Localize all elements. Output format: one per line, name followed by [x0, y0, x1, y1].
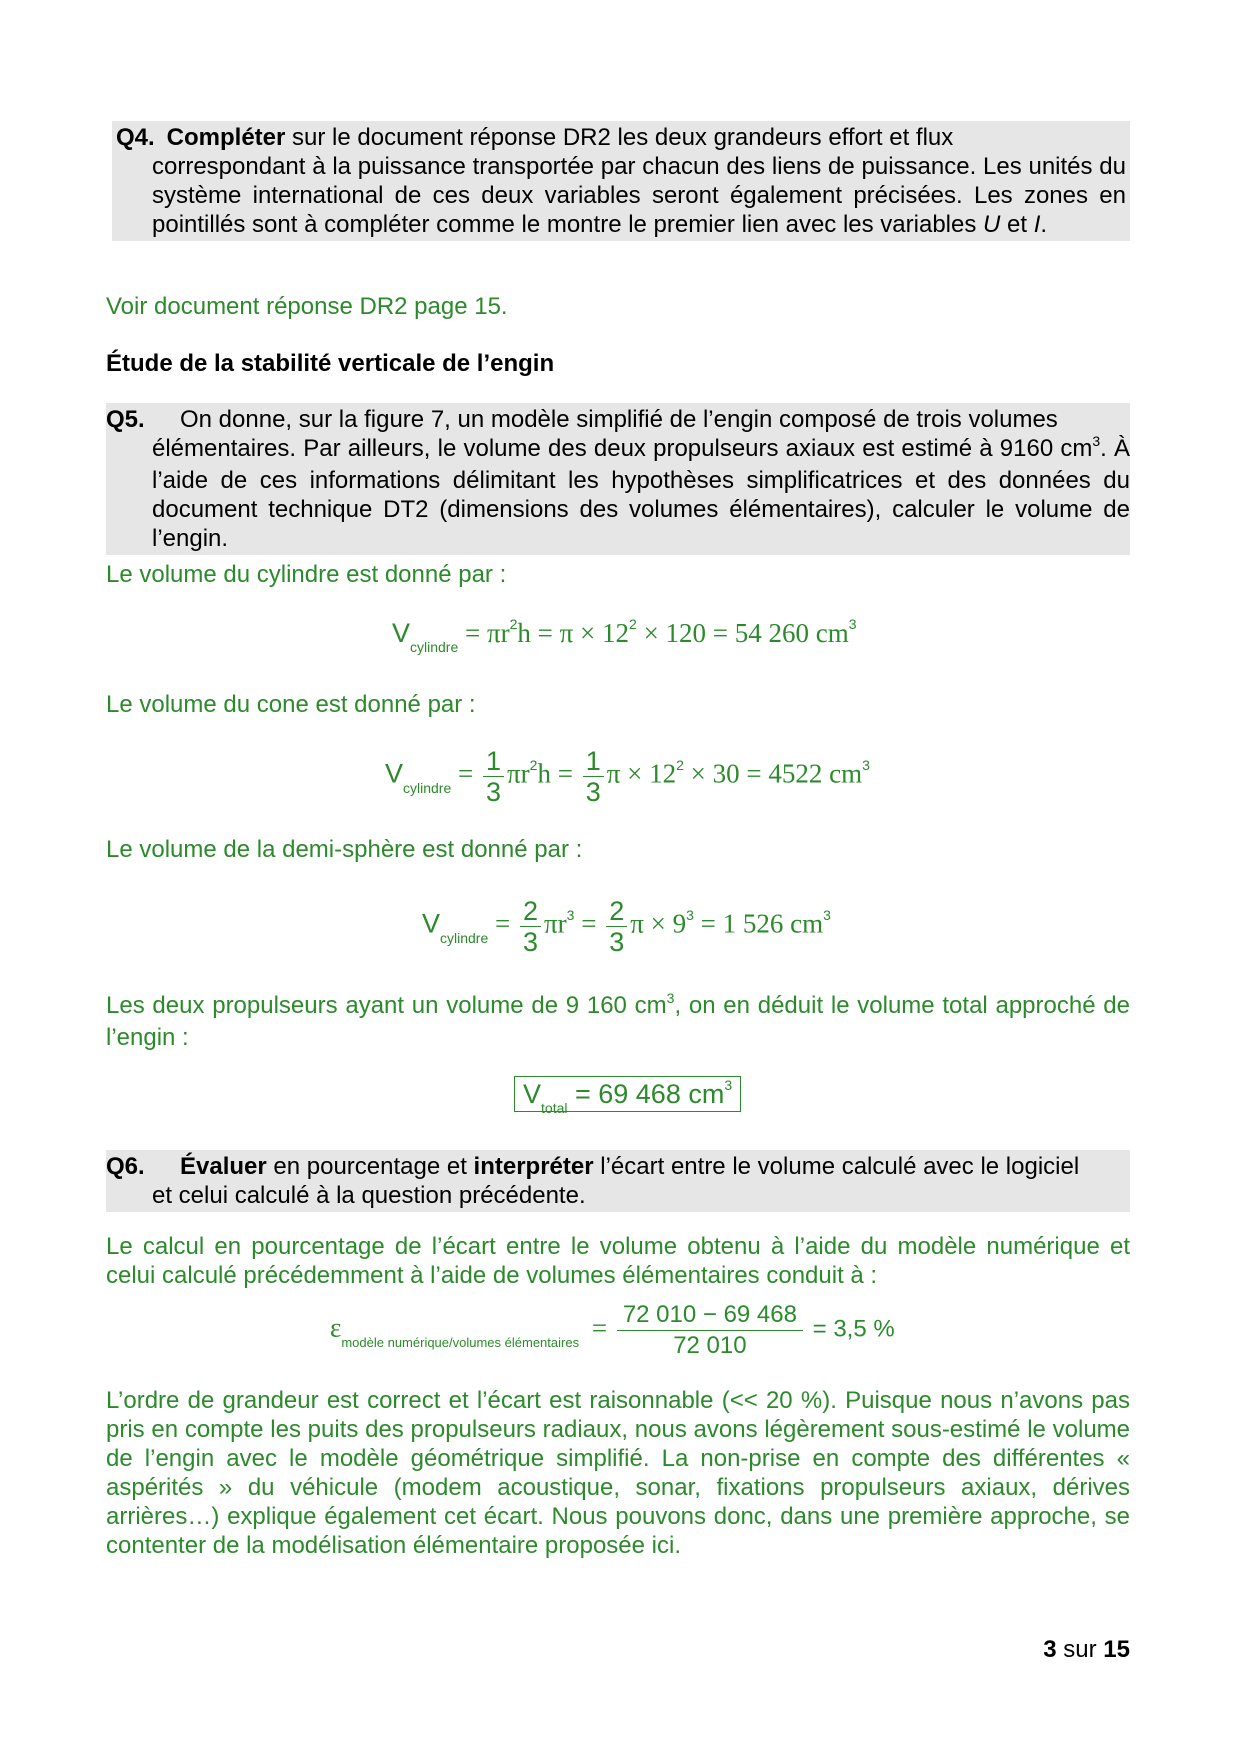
f3-v: V	[422, 908, 441, 939]
cylinder-intro: Le volume du cylindre est donné par :	[106, 561, 507, 588]
f1-p1: = πr	[458, 618, 510, 648]
q5-sup: 3	[1092, 433, 1101, 449]
question-q4	[112, 121, 1130, 241]
f2-mid: πr	[507, 758, 530, 789]
formula-epsilon	[330, 1300, 895, 1361]
f3-tail2: = 1 526 cm	[693, 908, 824, 939]
q6-line1	[106, 1152, 1130, 1181]
f3-mid2: =	[574, 908, 604, 939]
page-number	[1043, 1636, 1130, 1664]
q6-text2: l’écart entre le volume calculé avec le logiciel	[593, 1153, 1080, 1180]
page-total: 15	[1103, 1636, 1130, 1663]
f2-v: V	[385, 758, 404, 789]
formula-total	[514, 1077, 741, 1116]
q4-var-i: I	[1033, 211, 1041, 238]
q5-rest	[106, 434, 1130, 553]
formula-sphere	[422, 896, 831, 957]
f3-eq: =	[488, 908, 517, 939]
eps-frac: $\frac{72 010 - 69 468}{72 010}$	[617, 1300, 803, 1361]
f1-sup2: 2	[629, 616, 637, 632]
total-box	[514, 1076, 741, 1116]
f2-frac1: $\frac{1}{3}$	[483, 746, 504, 807]
q5-line1	[106, 405, 1130, 434]
page-current: 3	[1043, 1636, 1057, 1663]
q5-text2b: . À l’aide de ces informations délimitant les hypothèses simplificatrices et des données du document technique DT2 (dimensions des volumes élémentaires), calculer le volume de l’engin.	[152, 435, 1131, 552]
f3-sub: cylindre	[440, 929, 489, 946]
f4-sub: total	[541, 1100, 568, 1116]
eps-sub: modèle numérique/volumes élémentaires	[341, 1334, 580, 1350]
answer-q6-conclusion: L’ordre de grandeur est correct et l’écart est raisonnable (<< 20 %). Puisque nous n’avons pas pris en compte les puits des propulseurs radiaux, nous avons légèrement sous-estimé le volume de l’engin avec le modèle géométrique simplifié. La non-prise en compte des différentes « aspérités » du véhicule (modem acoustique, sonar, fixations propulseurs axiaux, dérives arrières…) explique également cet écart. Nous pouvons donc, dans une première approche, se contenter de la modélisation élémentaire proposée ici.	[106, 1387, 1130, 1559]
formula-cylinder	[392, 616, 857, 655]
f3-mid: πr	[544, 908, 567, 939]
f1-p2: h = π × 12	[517, 618, 630, 648]
f3-frac1: $\frac{2}{3}$	[520, 896, 541, 957]
page-sep: sur	[1056, 1636, 1104, 1663]
f2-sup1: 2	[529, 756, 538, 773]
answer-q4: Voir document réponse DR2 page 15.	[106, 293, 508, 320]
f2-sup2: 2	[676, 756, 684, 773]
answer-q6-intro: Le calcul en pourcentage de l’écart entre le volume obtenu à l’aide du modèle numérique et celui calculé précédemment à l’aide de volumes élémentaires conduit à :	[106, 1233, 1130, 1289]
total-intro	[106, 991, 1130, 1052]
eps-eq: =	[585, 1312, 614, 1343]
cone-intro: Le volume du cone est donné par :	[106, 691, 476, 718]
q5-text1: On donne, sur la figure 7, un modèle simplifié de l’engin composé de trois volumes	[180, 406, 1058, 433]
q6-rest: et celui calculé à la question précédente.	[152, 1182, 586, 1209]
question-q5	[106, 403, 1130, 555]
f2-sup3: 3	[862, 756, 870, 773]
q6-verb2: interpréter	[473, 1153, 594, 1180]
q4-line1	[112, 123, 1126, 152]
f3-frac2: $\frac{2}{3}$	[606, 896, 627, 957]
q5-number: Q5.	[106, 406, 145, 433]
sphere-intro: Le volume de la demi-sphère est donné par :	[106, 836, 583, 863]
q4-text1: sur le document réponse DR2 les deux grandeurs effort et flux	[285, 124, 954, 151]
q4-and: et	[1000, 211, 1034, 238]
f1-sup3: 3	[848, 616, 857, 632]
formula-cone	[385, 746, 870, 807]
f3-tail: π × 9	[630, 908, 687, 939]
q6-number: Q6.	[106, 1153, 145, 1180]
q6-verb1: Évaluer	[180, 1153, 267, 1180]
eps-result: = 3,5 %	[805, 1315, 895, 1343]
f3-sup3: 3	[823, 906, 831, 923]
q4-verb: Compléter	[166, 124, 286, 151]
eps-symbol: ε	[330, 1312, 342, 1343]
q5-text2a: élémentaires. Par ailleurs, le volume des deux propulseurs axiaux est estimé à 9160 cm	[152, 435, 1093, 462]
f1-sub: cylindre	[410, 639, 459, 655]
question-q6	[106, 1150, 1130, 1212]
total-intro-a: Les deux propulseurs ayant un volume de 9 160 cm	[106, 992, 667, 1019]
total-intro-b: , on en déduit le volume total approché de l’engin :	[106, 992, 1130, 1051]
f2-tail: π × 12	[606, 758, 677, 789]
f2-sub: cylindre	[403, 779, 452, 796]
f3-sup1: 3	[566, 906, 575, 923]
f4-sup: 3	[724, 1077, 733, 1093]
f2-eq: =	[451, 758, 480, 789]
f1-p3: × 120 = 54 260 cm	[636, 618, 849, 648]
q4-var-u: U	[983, 211, 1001, 238]
q4-number: Q4.	[116, 124, 155, 151]
f4-v: V	[523, 1079, 542, 1109]
section-heading: Étude de la stabilité verticale de l’engin	[106, 350, 555, 377]
f1-v: V	[392, 618, 411, 648]
f3-sup2: 3	[686, 906, 694, 923]
f4-rest: = 69 468 cm	[567, 1079, 725, 1109]
q6-text1: en pourcentage et	[266, 1153, 474, 1180]
q4-end: .	[1040, 211, 1048, 238]
f2-tail2: × 30 = 4522 cm	[683, 758, 863, 789]
q4-text2: correspondant à la puissance transportée par chacun des liens de puissance. Les unités du système international de ces deux variables seront également précisées. Les zones en pointillés sont à compléter comme le montre le premier lien avec les variables	[152, 153, 1126, 238]
total-intro-sup: 3	[666, 990, 675, 1006]
f2-frac2: $\frac{1}{3}$	[583, 746, 604, 807]
f2-mid2: h =	[537, 758, 580, 789]
f1-sup1: 2	[509, 616, 518, 632]
q4-rest	[112, 152, 1126, 239]
